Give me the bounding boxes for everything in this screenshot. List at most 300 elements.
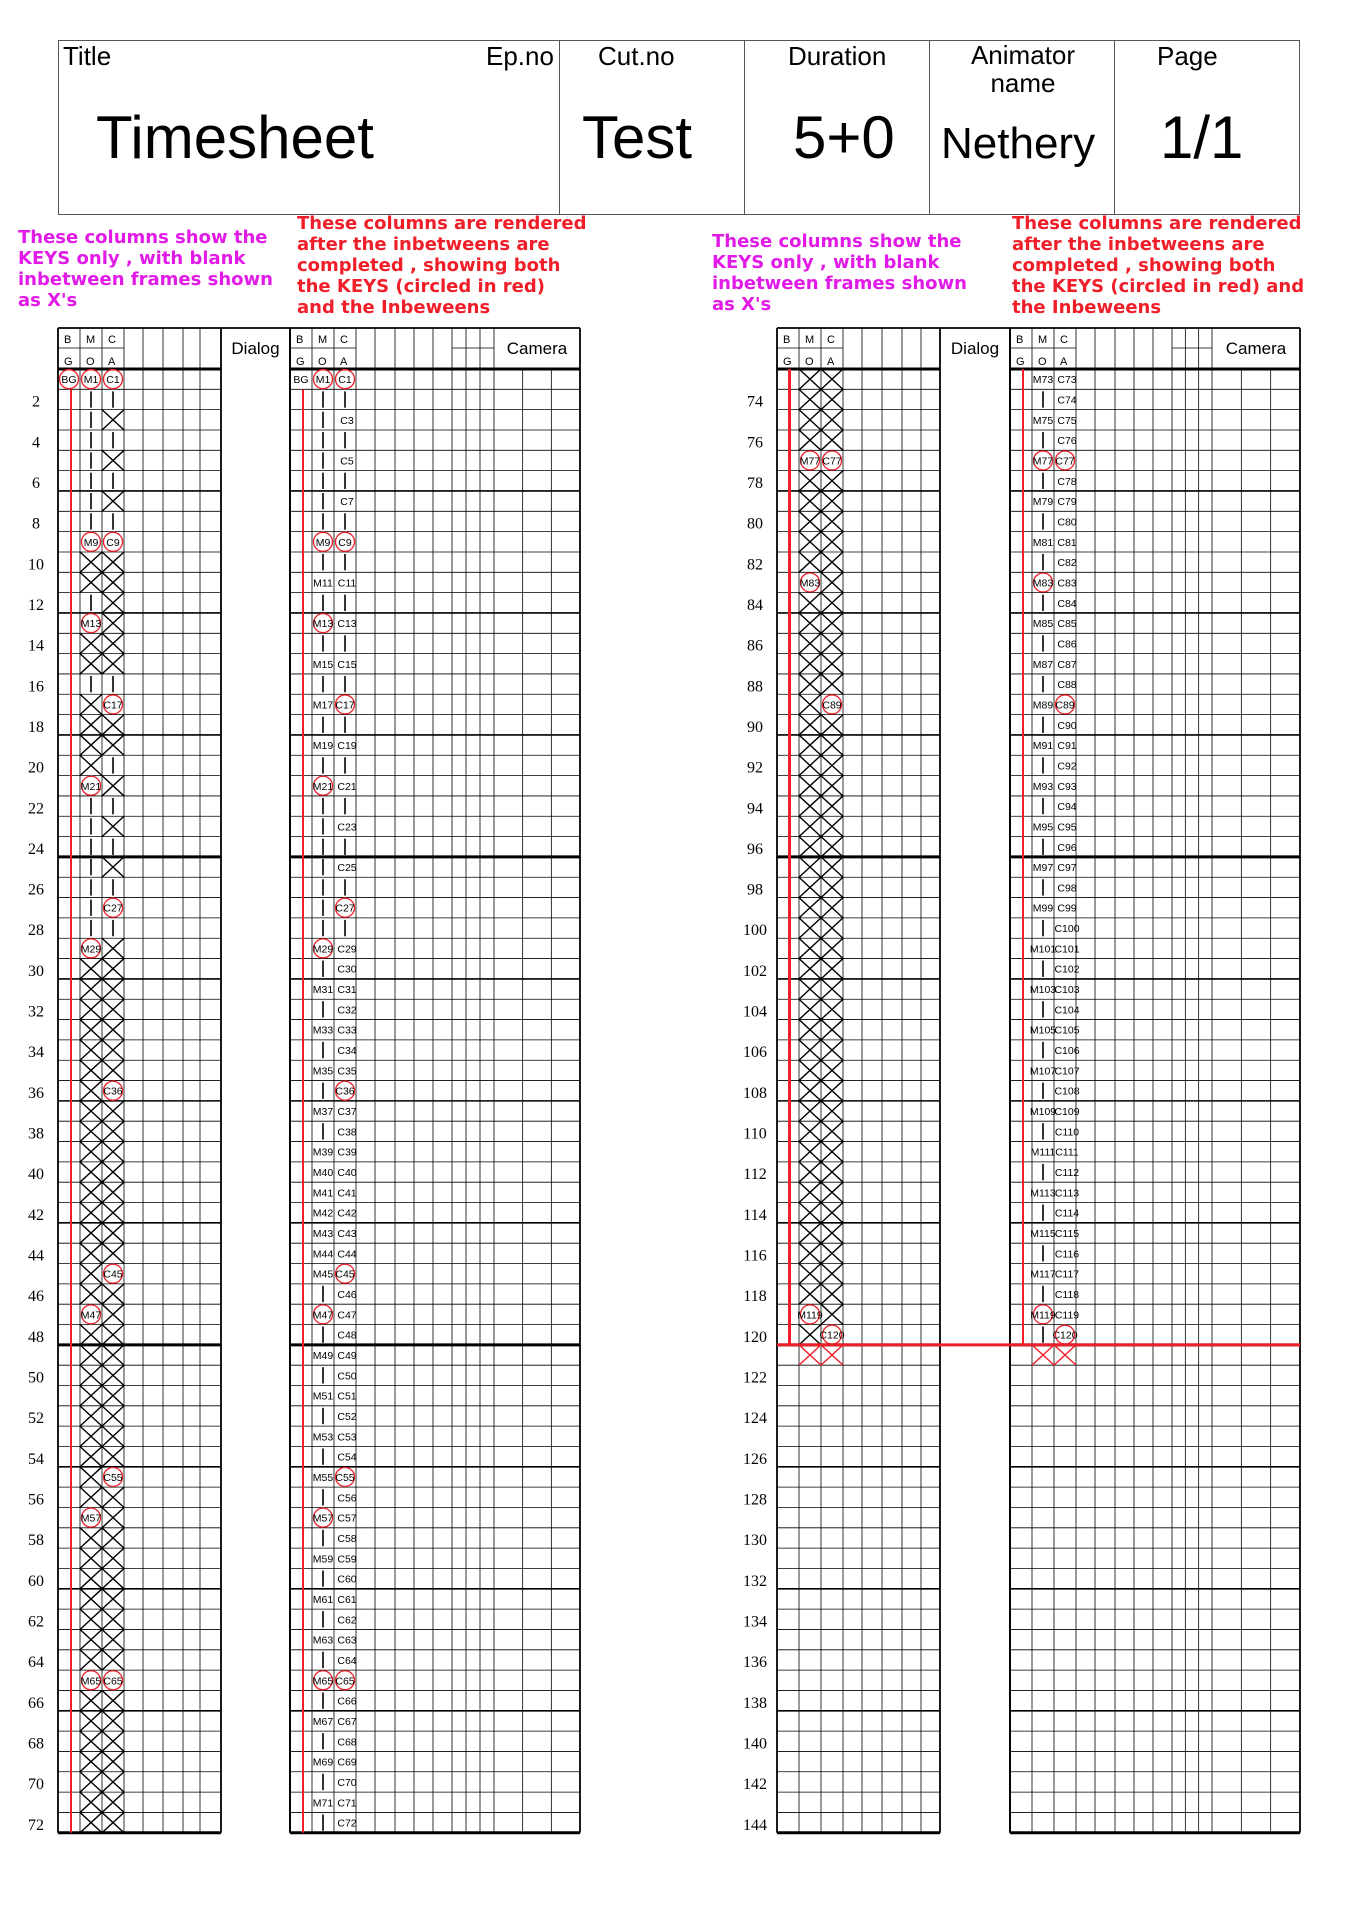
frame-number: 108 — [743, 1084, 767, 1102]
frame-number: 2 — [32, 393, 40, 411]
inbetween-x — [102, 1751, 124, 1771]
frame-number: 92 — [747, 759, 763, 777]
column-label: A — [1060, 356, 1068, 368]
render-mo: M113 — [1030, 1187, 1056, 1200]
frame-number: 4 — [32, 434, 40, 452]
inbetween-x — [80, 1467, 102, 1487]
render-mo: M41 — [312, 1187, 334, 1200]
render-ca: C70 — [337, 1776, 357, 1789]
render-ca: C96 — [1057, 841, 1077, 854]
column-label: B — [783, 334, 791, 346]
render-ca: C110 — [1054, 1126, 1080, 1139]
render-ca: C3 — [340, 414, 354, 427]
inbetween-x — [821, 1264, 843, 1284]
render-ca: C67 — [337, 1715, 357, 1728]
frame-number: 20 — [28, 759, 44, 777]
render-ca-key: C27 — [335, 902, 355, 915]
inbetween-x — [821, 1142, 843, 1162]
frame-number: 114 — [743, 1206, 767, 1224]
render-ca: C15 — [337, 658, 357, 671]
inbetween-x — [799, 369, 821, 389]
inbetween-x — [102, 613, 124, 633]
inbetween-x — [799, 1101, 821, 1121]
inbetween-x — [80, 1446, 102, 1466]
frame-number: 100 — [743, 922, 767, 940]
inbetween-x — [799, 491, 821, 511]
inbetween-x — [80, 552, 102, 572]
inbetween-x — [102, 1223, 124, 1243]
inbetween-x — [102, 572, 124, 592]
frame-number: 10 — [28, 556, 44, 574]
render-mo: M95 — [1032, 821, 1054, 834]
inbetween-x — [821, 572, 843, 592]
frame-number: 68 — [28, 1735, 44, 1753]
column-label: G — [64, 356, 73, 368]
render-ca: C109 — [1054, 1106, 1080, 1119]
render-ca: C5 — [340, 455, 354, 468]
inbetween-x — [102, 1386, 124, 1406]
inbetween-x — [80, 1792, 102, 1812]
render-ca: C23 — [337, 821, 357, 834]
render-ca: C92 — [1057, 760, 1077, 773]
inbetween-x — [799, 694, 821, 714]
render-ca: C76 — [1057, 435, 1077, 448]
inbetween-x — [799, 1223, 821, 1243]
inbetween-x — [80, 1284, 102, 1304]
inbetween-x — [80, 1182, 102, 1202]
inbetween-x — [799, 532, 821, 552]
inbetween-x — [821, 1162, 843, 1182]
render-mo-key: M57 — [312, 1512, 334, 1525]
animator-value: Nethery — [941, 119, 1096, 168]
frame-number: 54 — [28, 1450, 44, 1468]
render-ca: C39 — [337, 1146, 357, 1159]
inbetween-x — [102, 1609, 124, 1629]
inbetween-x — [799, 1040, 821, 1060]
inbetween-x — [80, 1548, 102, 1568]
render-mo-key: M29 — [312, 943, 334, 956]
inbetween-x — [80, 1345, 102, 1365]
inbetween-x — [102, 633, 124, 653]
frame-number: 106 — [743, 1044, 767, 1062]
inbetween-x — [799, 552, 821, 572]
render-ca: C58 — [337, 1532, 357, 1545]
note-rendered-right: These columns are rendered after the inbetweens are completed , showing both the KEYS (circled in red) and the Inbeweens — [1012, 213, 1305, 318]
render-ca: C102 — [1054, 963, 1080, 976]
render-ca: C34 — [337, 1045, 357, 1058]
render-mo: M15 — [312, 658, 334, 671]
inbetween-x — [80, 1060, 102, 1080]
render-mo: M40 — [312, 1167, 334, 1180]
render-ca: C31 — [337, 984, 357, 997]
render-ca: C69 — [337, 1756, 357, 1769]
render-ca: C19 — [337, 740, 357, 753]
render-mo: M81 — [1032, 536, 1054, 549]
inbetween-x — [799, 1081, 821, 1101]
render-ca: C46 — [337, 1289, 357, 1302]
inbetween-x — [102, 552, 124, 572]
render-mo: M43 — [312, 1228, 334, 1241]
key-ca: C89 — [822, 699, 842, 712]
inbetween-x — [799, 959, 821, 979]
inbetween-x — [821, 938, 843, 958]
render-ca: C75 — [1057, 414, 1077, 427]
render-ca: C81 — [1057, 536, 1077, 549]
key-mo: M119 — [797, 1309, 823, 1322]
render-ca: C113 — [1054, 1187, 1080, 1200]
frame-number: 64 — [28, 1654, 44, 1672]
render-ca-key: C120 — [1052, 1329, 1078, 1342]
inbetween-x — [799, 1182, 821, 1202]
render-ca: C72 — [337, 1817, 357, 1830]
inbetween-x — [799, 1325, 821, 1345]
inbetween-x — [102, 1040, 124, 1060]
inbetween-x — [102, 450, 124, 470]
inbetween-x — [80, 1528, 102, 1548]
inbetween-x — [102, 735, 124, 755]
render-mo: M79 — [1032, 496, 1054, 509]
render-mo: M107 — [1029, 1065, 1057, 1078]
render-ca: C25 — [337, 862, 357, 875]
frame-number: 98 — [747, 881, 763, 899]
render-ca: C111 — [1055, 1146, 1079, 1159]
inbetween-x — [102, 1568, 124, 1588]
render-ca-key: C77 — [1055, 455, 1075, 468]
render-ca: C97 — [1057, 862, 1077, 875]
dialog-header: Dialog — [231, 339, 280, 358]
render-mo: M55 — [312, 1471, 334, 1484]
render-ca: C100 — [1054, 923, 1080, 936]
render-mo: M61 — [312, 1593, 334, 1606]
render-ca: C57 — [337, 1512, 357, 1525]
inbetween-x — [821, 674, 843, 694]
inbetween-x — [821, 796, 843, 816]
inbetween-x — [799, 1203, 821, 1223]
inbetween-x — [821, 1040, 843, 1060]
frame-number: 80 — [747, 515, 763, 533]
inbetween-x — [799, 1121, 821, 1141]
frame-number: 74 — [747, 393, 763, 411]
render-mo: M19 — [312, 740, 334, 753]
frame-number: 120 — [743, 1328, 767, 1346]
render-ca: C85 — [1057, 618, 1077, 631]
inbetween-x — [821, 369, 843, 389]
frame-number: 72 — [28, 1816, 44, 1834]
inbetween-x — [799, 1162, 821, 1182]
render-ca: C82 — [1057, 557, 1077, 570]
column-label: O — [805, 356, 814, 368]
inbetween-x — [80, 1690, 102, 1710]
frame-number: 84 — [747, 596, 763, 614]
column-label: B — [1016, 334, 1024, 346]
frame-number: 144 — [743, 1816, 767, 1834]
render-mo: M115 — [1030, 1228, 1056, 1241]
render-ca: C11 — [337, 577, 357, 590]
inbetween-x — [821, 654, 843, 674]
inbetween-x — [821, 735, 843, 755]
column-label: A — [340, 356, 348, 368]
inbetween-x — [821, 837, 843, 857]
key-mo: M83 — [799, 577, 821, 590]
render-ca: C79 — [1057, 496, 1077, 509]
key-ca: C17 — [103, 699, 123, 712]
inbetween-x — [102, 1243, 124, 1263]
render-mo-key: M1 — [315, 374, 331, 387]
inbetween-x — [80, 1751, 102, 1771]
render-ca: C104 — [1054, 1004, 1080, 1017]
inbetween-x — [799, 430, 821, 450]
frame-number: 130 — [743, 1532, 767, 1550]
inbetween-x — [80, 1711, 102, 1731]
frame-number: 116 — [743, 1247, 767, 1265]
frame-number: 134 — [743, 1613, 767, 1631]
render-ca: C13 — [337, 618, 357, 631]
render-ca: C29 — [337, 943, 357, 956]
inbetween-x — [821, 857, 843, 877]
render-ca: C114 — [1054, 1207, 1080, 1220]
inbetween-x — [799, 1243, 821, 1263]
inbetween-x — [102, 1284, 124, 1304]
render-ca: C21 — [337, 780, 357, 793]
inbetween-x — [80, 1243, 102, 1263]
inbetween-x — [102, 1142, 124, 1162]
render-ca: C47 — [337, 1309, 357, 1322]
column-label: M — [1038, 334, 1048, 346]
inbetween-x — [821, 552, 843, 572]
inbetween-x — [102, 1711, 124, 1731]
render-mo: M33 — [312, 1024, 334, 1037]
inbetween-x — [102, 1101, 124, 1121]
frame-number: 26 — [28, 881, 44, 899]
render-ca: C83 — [1057, 577, 1077, 590]
render-mo: M45 — [312, 1268, 334, 1281]
inbetween-x — [799, 1060, 821, 1080]
key-mo: M47 — [80, 1309, 102, 1322]
frame-number: 94 — [747, 800, 763, 818]
frame-number: 40 — [28, 1166, 44, 1184]
render-ca: C63 — [337, 1634, 357, 1647]
render-ca: C119 — [1054, 1309, 1080, 1322]
inbetween-x — [102, 1589, 124, 1609]
render-mo: M37 — [312, 1106, 334, 1119]
inbetween-x — [799, 796, 821, 816]
frame-number: 38 — [28, 1125, 44, 1143]
page-value: 1/1 — [1160, 104, 1244, 171]
inbetween-x — [821, 898, 843, 918]
inbetween-x — [821, 430, 843, 450]
render-ca: C38 — [337, 1126, 357, 1139]
dialog-header: Dialog — [950, 339, 1000, 358]
frame-number: 104 — [743, 1003, 767, 1021]
frame-number: 32 — [28, 1003, 44, 1021]
inbetween-x — [102, 1528, 124, 1548]
inbetween-x — [80, 694, 102, 714]
frame-number: 136 — [743, 1654, 767, 1672]
inbetween-x — [821, 1223, 843, 1243]
frame-number: 90 — [747, 718, 763, 736]
frame-number: 88 — [747, 678, 763, 696]
render-ca: C40 — [337, 1167, 357, 1180]
inbetween-x — [102, 816, 124, 836]
camera-header: Camera — [1225, 339, 1287, 358]
inbetween-x — [102, 1812, 124, 1832]
render-mo: M111 — [1030, 1146, 1056, 1159]
render-ca: C35 — [337, 1065, 357, 1078]
render-mo: M44 — [312, 1248, 334, 1261]
inbetween-x — [80, 1365, 102, 1385]
inbetween-x — [80, 1020, 102, 1040]
frame-number: 62 — [28, 1613, 44, 1631]
inbetween-x — [799, 776, 821, 796]
inbetween-x — [821, 389, 843, 409]
render-mo: M42 — [312, 1207, 334, 1220]
inbetween-x — [80, 1812, 102, 1832]
render-ca: C51 — [337, 1390, 357, 1403]
render-ca: C86 — [1057, 638, 1077, 651]
render-ca: C53 — [337, 1431, 357, 1444]
inbetween-x — [821, 1020, 843, 1040]
inbetween-x — [799, 613, 821, 633]
frame-number: 56 — [28, 1491, 44, 1509]
inbetween-x — [821, 593, 843, 613]
inbetween-x — [80, 1081, 102, 1101]
column-label: G — [296, 356, 305, 368]
render-ca: C37 — [337, 1106, 357, 1119]
key-ca: C120 — [819, 1329, 845, 1342]
frame-number: 70 — [28, 1776, 44, 1794]
key-mo: M21 — [80, 780, 102, 793]
inbetween-x — [80, 1629, 102, 1649]
inbetween-x — [80, 633, 102, 653]
render-mo: M17 — [312, 699, 334, 712]
inbetween-x — [799, 1284, 821, 1304]
render-ca: C95 — [1057, 821, 1077, 834]
title-value: Timesheet — [96, 104, 374, 171]
key-mo: M57 — [80, 1512, 102, 1525]
key-mo: M1 — [83, 374, 99, 387]
render-ca: C33 — [337, 1024, 357, 1037]
note-keys-only-right: These columns show the KEYS only , with blank inbetween frames shown as X's — [712, 231, 967, 315]
inbetween-x — [799, 999, 821, 1019]
inbetween-x — [80, 1589, 102, 1609]
render-ca-key: C55 — [335, 1471, 355, 1484]
render-mo-key: M119 — [1030, 1309, 1056, 1322]
render-ca: C68 — [337, 1736, 357, 1749]
title-label: Title — [63, 41, 112, 71]
render-ca: C59 — [337, 1553, 357, 1566]
frame-number: 36 — [28, 1084, 44, 1102]
render-mo: M93 — [1032, 780, 1054, 793]
inbetween-x — [80, 1223, 102, 1243]
render-ca: C84 — [1057, 597, 1077, 610]
inbetween-x — [102, 1182, 124, 1202]
render-ca: C93 — [1057, 780, 1077, 793]
inbetween-x — [821, 1121, 843, 1141]
frame-number: 30 — [28, 962, 44, 980]
column-label: B — [64, 334, 72, 346]
render-mo: M31 — [312, 984, 334, 997]
end-x — [1054, 1345, 1076, 1365]
key-ca: C45 — [103, 1268, 123, 1281]
inbetween-x — [821, 959, 843, 979]
inbetween-x — [80, 1772, 102, 1792]
render-ca: C112 — [1054, 1167, 1080, 1180]
render-mo: M109 — [1029, 1106, 1057, 1119]
inbetween-x — [102, 1650, 124, 1670]
render-ca: C42 — [337, 1207, 357, 1220]
inbetween-x — [821, 715, 843, 735]
inbetween-x — [80, 979, 102, 999]
column-label: M — [318, 334, 328, 346]
render-mo: M63 — [312, 1634, 334, 1647]
inbetween-x — [80, 1101, 102, 1121]
render-ca: C117 — [1054, 1268, 1080, 1281]
frame-number: 48 — [28, 1328, 44, 1346]
frame-number: 78 — [747, 474, 763, 492]
render-ca: C32 — [337, 1004, 357, 1017]
cut-no-label: Cut.no — [598, 41, 675, 71]
inbetween-x — [799, 674, 821, 694]
frame-number: 122 — [743, 1369, 767, 1387]
inbetween-x — [102, 1507, 124, 1527]
note-keys-only-left: These columns show the KEYS only , with blank inbetween frames shown as X's — [18, 227, 273, 311]
inbetween-x — [821, 1081, 843, 1101]
column-label: C — [1060, 334, 1068, 346]
inbetween-x — [102, 1020, 124, 1040]
render-ca: C56 — [337, 1492, 357, 1505]
render-mo-key: M47 — [312, 1309, 334, 1322]
render-mo: M105 — [1029, 1024, 1057, 1037]
inbetween-x — [80, 1203, 102, 1223]
column-label: C — [827, 334, 835, 346]
inbetween-x — [799, 511, 821, 531]
column-label: C — [108, 334, 116, 346]
render-mo: M35 — [312, 1065, 334, 1078]
inbetween-x — [102, 593, 124, 613]
inbetween-x — [799, 877, 821, 897]
frame-number: 8 — [32, 515, 40, 533]
render-ca: C115 — [1054, 1228, 1080, 1241]
animator-label: Animator name — [970, 40, 1076, 98]
inbetween-x — [80, 1406, 102, 1426]
render-ca-key: C9 — [338, 536, 352, 549]
frame-number: 128 — [743, 1491, 767, 1509]
inbetween-x — [80, 1121, 102, 1141]
ep-no-label: Ep.no — [486, 41, 554, 71]
render-ca: C99 — [1057, 902, 1077, 915]
render-ca: C118 — [1054, 1289, 1080, 1302]
frame-number: 76 — [747, 434, 763, 452]
render-ca: C48 — [337, 1329, 357, 1342]
inbetween-x — [821, 1182, 843, 1202]
end-x — [821, 1345, 843, 1365]
column-label: O — [318, 356, 327, 368]
render-ca: C116 — [1054, 1248, 1080, 1261]
inbetween-x — [102, 857, 124, 877]
render-ca: C103 — [1054, 984, 1080, 997]
render-mo: M69 — [312, 1756, 334, 1769]
inbetween-x — [102, 1731, 124, 1751]
render-ca: C50 — [337, 1370, 357, 1383]
render-mo-key: M21 — [312, 780, 334, 793]
inbetween-x — [80, 1426, 102, 1446]
inbetween-x — [102, 1345, 124, 1365]
render-mo: M39 — [312, 1146, 334, 1159]
inbetween-x — [799, 1142, 821, 1162]
inbetween-x — [821, 532, 843, 552]
frame-number: 12 — [28, 596, 44, 614]
column-label: M — [805, 334, 815, 346]
